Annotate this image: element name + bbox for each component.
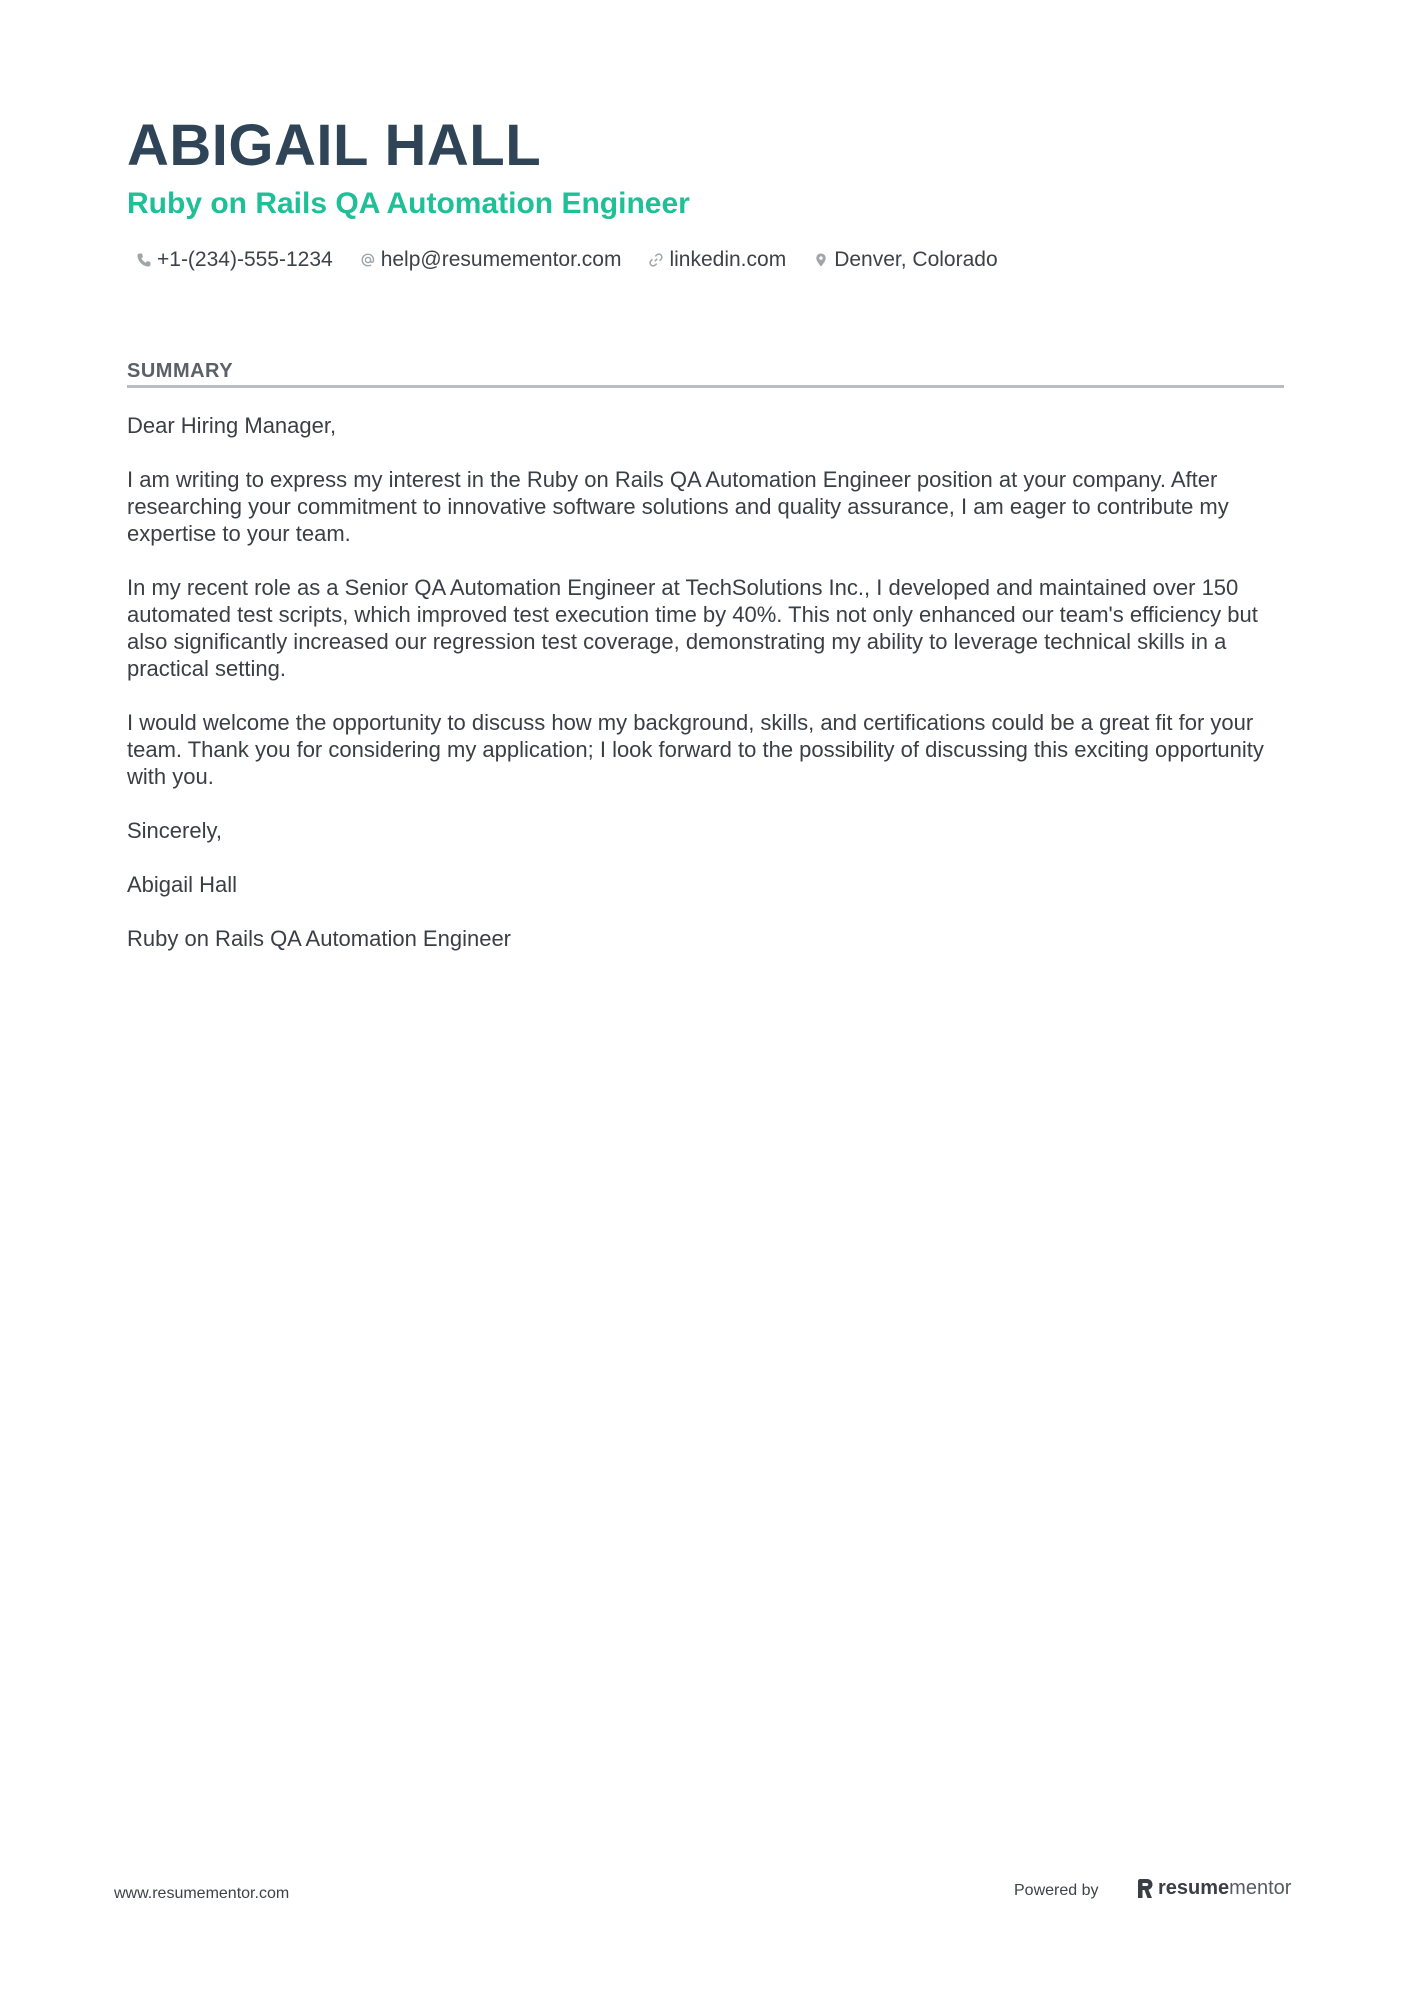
contact-email [359,248,622,272]
email-text: help@resumementor.com [380,248,622,271]
brand-logo[interactable] [1136,1877,1291,1900]
summary-heading: SUMMARY [127,360,234,382]
salutation: Dear Hiring Manager, [127,413,337,438]
powered-by-label: Powered by [1014,1882,1099,1899]
letter-body [127,412,1292,979]
closing: Sincerely, [127,818,222,843]
location-pin-icon [812,251,830,269]
signature-name: Abigail Hall [127,872,238,897]
resumementor-logo-icon [1136,1878,1154,1900]
letter-paragraph: I am writing to express my interest in the Ruby on Rails QA Automation Engineer position at your company. After researching your commitment to innovative software solutions and quality assurance, I am eager to contribute my expertise to your team. [127,467,1229,546]
brand-name-bold: resume [1158,1877,1230,1899]
signature-title: Ruby on Rails QA Automation Engineer [127,926,512,951]
candidate-title: Ruby on Rails QA Automation Engineer [127,187,690,220]
letter-paragraph: In my recent role as a Senior QA Automation Engineer at TechSolutions Inc., I developed and maintained over 150 automated test scripts, which improved test execution time by 40%. This not only enhanced our team's efficiency but also significantly increased our regression test coverage, demonstrating my ability to leverage technical skills in a practical setting. [127,575,1258,681]
contact-linkedin [647,248,786,272]
brand-name-light: mentor [1229,1877,1292,1899]
phone-icon [135,251,153,269]
link-icon [647,251,665,269]
linkedin-text: linkedin.com [669,248,787,271]
candidate-name: ABIGAIL HALL [127,113,542,178]
contact-location [812,248,997,272]
contact-bar [135,244,1024,276]
location-text: Denver, Colorado [834,248,998,271]
contact-phone [135,248,333,272]
footer-website-link[interactable]: www.resumementor.com [114,1885,290,1902]
at-icon [359,251,377,269]
phone-text: +1-(234)-555-1234 [157,248,333,271]
letter-paragraph: I would welcome the opportunity to discuss how my background, skills, and certifications could be a great fit for your team. Thank you for considering my application; I look forward to the possibility of discussing this exciting opportunity with you. [127,710,1264,789]
section-divider [127,385,1284,388]
